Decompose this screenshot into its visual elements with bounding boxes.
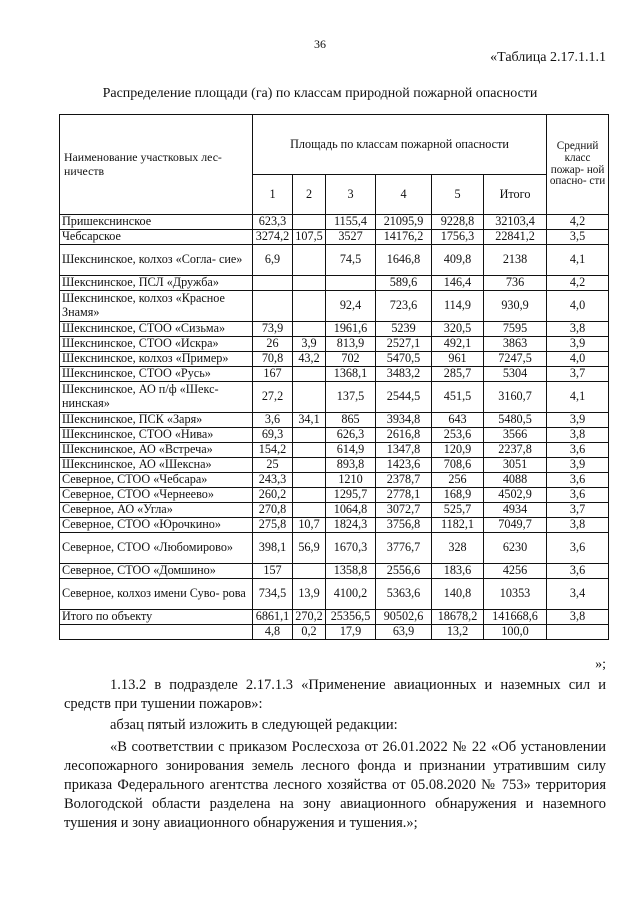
total-row-cell-c4: 90502,6 — [376, 610, 432, 625]
table-row — [60, 322, 609, 337]
value-cell-c1: 623,3 — [253, 215, 293, 230]
value-cell-avg: 4,2 — [547, 276, 609, 291]
forestry-name-cell: Северное, СТОО «Любомирово» — [60, 533, 253, 564]
percent-row-cell-avg — [547, 625, 609, 640]
header-class-5: 5 — [432, 175, 484, 215]
table-row — [60, 382, 609, 413]
percent-row-cell-c3: 17,9 — [326, 625, 376, 640]
value-cell-c3: 702 — [326, 352, 376, 367]
value-cell-c3: 137,5 — [326, 382, 376, 413]
value-cell-c5: 708,6 — [432, 458, 484, 473]
table-row — [60, 564, 609, 579]
value-cell-avg: 3,9 — [547, 337, 609, 352]
value-cell-c5: 256 — [432, 473, 484, 488]
value-cell-total: 5480,5 — [484, 413, 547, 428]
value-cell-c2 — [293, 443, 326, 458]
header-class-4: 4 — [376, 175, 432, 215]
value-cell-c5: 140,8 — [432, 579, 484, 610]
value-cell-avg: 3,6 — [547, 443, 609, 458]
table-row — [60, 458, 609, 473]
total-row-cell-avg: 3,8 — [547, 610, 609, 625]
value-cell-avg: 4,0 — [547, 352, 609, 367]
value-cell-c1: 70,8 — [253, 352, 293, 367]
percent-row — [60, 625, 609, 640]
forestry-name-cell: Шекснинское, ПСК «Заря» — [60, 413, 253, 428]
forestry-name-cell: Шекснинское, колхоз «Согла- сие» — [60, 245, 253, 276]
value-cell-total: 4088 — [484, 473, 547, 488]
value-cell-c5: 961 — [432, 352, 484, 367]
value-cell-c3: 1824,3 — [326, 518, 376, 533]
value-cell-total: 7049,7 — [484, 518, 547, 533]
value-cell-c5: 285,7 — [432, 367, 484, 382]
value-cell-avg: 3,6 — [547, 488, 609, 503]
value-cell-c5: 9228,8 — [432, 215, 484, 230]
value-cell-avg: 3,8 — [547, 518, 609, 533]
value-cell-total: 3051 — [484, 458, 547, 473]
value-cell-c2 — [293, 503, 326, 518]
value-cell-c4: 5470,5 — [376, 352, 432, 367]
table-row — [60, 215, 609, 230]
value-cell-c2 — [293, 322, 326, 337]
value-cell-c2: 3,9 — [293, 337, 326, 352]
table-body — [60, 215, 609, 640]
value-cell-c4: 2527,1 — [376, 337, 432, 352]
value-cell-c4: 2616,8 — [376, 428, 432, 443]
table-row — [60, 276, 609, 291]
value-cell-avg: 3,7 — [547, 367, 609, 382]
value-cell-avg: 4,1 — [547, 245, 609, 276]
forestry-name-cell: Шекснинское, колхоз «Пример» — [60, 352, 253, 367]
value-cell-c3: 1358,8 — [326, 564, 376, 579]
value-cell-avg: 3,8 — [547, 322, 609, 337]
paragraph-subsection: 1.13.2 в подразделе 2.17.1.3 «Применение авиационных и наземных сил и средств при тушении пожаров»: — [64, 677, 606, 712]
value-cell-avg: 3,6 — [547, 564, 609, 579]
value-cell-total: 7247,5 — [484, 352, 547, 367]
value-cell-c2: 13,9 — [293, 579, 326, 610]
table-row — [60, 337, 609, 352]
value-cell-c5: 451,5 — [432, 382, 484, 413]
forestry-name-cell: Северное, СТОО «Домшино» — [60, 564, 253, 579]
total-row-cell-c2: 270,2 — [293, 610, 326, 625]
forestry-name-cell: Северное, АО «Угла» — [60, 503, 253, 518]
value-cell-c1: 25 — [253, 458, 293, 473]
value-cell-avg: 3,9 — [547, 413, 609, 428]
value-cell-total: 3566 — [484, 428, 547, 443]
value-cell-c5: 320,5 — [432, 322, 484, 337]
value-cell-total: 4256 — [484, 564, 547, 579]
value-cell-total: 4934 — [484, 503, 547, 518]
value-cell-total: 5304 — [484, 367, 547, 382]
table-row — [60, 473, 609, 488]
value-cell-avg: 3,8 — [547, 428, 609, 443]
value-cell-c2 — [293, 382, 326, 413]
value-cell-total: 3160,7 — [484, 382, 547, 413]
value-cell-c1: 69,3 — [253, 428, 293, 443]
value-cell-c1: 26 — [253, 337, 293, 352]
forestry-name-cell: Северное, СТОО «Чебсара» — [60, 473, 253, 488]
header-class-3: 3 — [326, 175, 376, 215]
forestry-name-cell: Шекснинское, СТОО «Сизьма» — [60, 322, 253, 337]
value-cell-c2 — [293, 367, 326, 382]
value-cell-c2 — [293, 291, 326, 322]
value-cell-total: 22841,2 — [484, 230, 547, 245]
value-cell-c3: 813,9 — [326, 337, 376, 352]
forestry-name-cell: Шекснинское, СТОО «Искра» — [60, 337, 253, 352]
value-cell-c4: 589,6 — [376, 276, 432, 291]
value-cell-c2 — [293, 245, 326, 276]
value-cell-c1: 154,2 — [253, 443, 293, 458]
value-cell-c1: 270,8 — [253, 503, 293, 518]
value-cell-c5: 643 — [432, 413, 484, 428]
value-cell-c4: 2556,6 — [376, 564, 432, 579]
header-average-class: Средний класс пожар- ной опасно- сти — [547, 115, 609, 215]
value-cell-avg: 3,4 — [547, 579, 609, 610]
percent-row-cell-c1: 4,8 — [253, 625, 293, 640]
value-cell-avg: 4,2 — [547, 215, 609, 230]
value-cell-c2 — [293, 428, 326, 443]
value-cell-c3: 1961,6 — [326, 322, 376, 337]
value-cell-total: 10353 — [484, 579, 547, 610]
value-cell-c2: 107,5 — [293, 230, 326, 245]
header-class-2: 2 — [293, 175, 326, 215]
table-row — [60, 291, 609, 322]
value-cell-c4: 2544,5 — [376, 382, 432, 413]
value-cell-c1: 73,9 — [253, 322, 293, 337]
forestry-name-cell: Шекснинское, ПСЛ «Дружба» — [60, 276, 253, 291]
value-cell-c5: 146,4 — [432, 276, 484, 291]
total-row-cell-c5: 18678,2 — [432, 610, 484, 625]
forestry-name-cell: Северное, СТОО «Юрочкино» — [60, 518, 253, 533]
total-row-cell-total: 141668,6 — [484, 610, 547, 625]
value-cell-c1: 6,9 — [253, 245, 293, 276]
header-area-group: Площадь по классам пожарной опасности — [253, 115, 547, 175]
value-cell-total: 930,9 — [484, 291, 547, 322]
table-row — [60, 518, 609, 533]
value-cell-c2 — [293, 488, 326, 503]
header-class-1: 1 — [253, 175, 293, 215]
total-row-label: Итого по объекту — [60, 610, 253, 625]
forestry-name-cell: Северное, колхоз имени Суво- рова — [60, 579, 253, 610]
forestry-name-cell: Пришекснинское — [60, 215, 253, 230]
forestry-name-cell: Шекснинское, АО «Встреча» — [60, 443, 253, 458]
value-cell-c5: 168,9 — [432, 488, 484, 503]
forestry-name-cell: Шекснинское, колхоз «Красное Знамя» — [60, 291, 253, 322]
percent-row-cell-c5: 13,2 — [432, 625, 484, 640]
value-cell-c4: 3756,8 — [376, 518, 432, 533]
value-cell-c5: 525,7 — [432, 503, 484, 518]
total-row-cell-c1: 6861,1 — [253, 610, 293, 625]
percent-row-cell-c4: 63,9 — [376, 625, 432, 640]
table-row — [60, 533, 609, 564]
value-cell-c1: 157 — [253, 564, 293, 579]
value-cell-c1: 243,3 — [253, 473, 293, 488]
table-row — [60, 488, 609, 503]
value-cell-c3: 1155,4 — [326, 215, 376, 230]
value-cell-c4: 723,6 — [376, 291, 432, 322]
percent-row-cell-c2: 0,2 — [293, 625, 326, 640]
forestry-name-cell: Шекснинское, АО п/ф «Шекс- нинская» — [60, 382, 253, 413]
value-cell-c4: 21095,9 — [376, 215, 432, 230]
value-cell-avg: 3,9 — [547, 458, 609, 473]
table-row — [60, 413, 609, 428]
value-cell-c2: 34,1 — [293, 413, 326, 428]
value-cell-c4: 3483,2 — [376, 367, 432, 382]
paragraph-new-text: «В соответствии с приказом Рослесхоза от 26.01.2022 № 22 «Об установлении лесопожарного зонирования земель лесного фонда и признании утратившим силу приказа Федерального агентства лесного хозяйства от 05.08.2020 № 753» территория Вологодской области разделена на зону авиационного обнаружения и наземного тушения и зону авиационного обнаружения и тушения.»; — [64, 739, 606, 831]
table-row — [60, 579, 609, 610]
value-cell-c3: 865 — [326, 413, 376, 428]
value-cell-c4: 5239 — [376, 322, 432, 337]
value-cell-c1: 27,2 — [253, 382, 293, 413]
value-cell-c3: 1670,3 — [326, 533, 376, 564]
table-row — [60, 428, 609, 443]
value-cell-c4: 5363,6 — [376, 579, 432, 610]
table-row — [60, 352, 609, 367]
value-cell-c4: 14176,2 — [376, 230, 432, 245]
value-cell-c3: 4100,2 — [326, 579, 376, 610]
page-number: 36 — [314, 37, 326, 51]
table-row — [60, 230, 609, 245]
table-title: Распределение площади (га) по классам природной пожарной опасности — [102, 86, 538, 101]
value-cell-c1 — [253, 276, 293, 291]
header-total: Итого — [484, 175, 547, 215]
value-cell-c2 — [293, 458, 326, 473]
value-cell-c2: 56,9 — [293, 533, 326, 564]
value-cell-c4: 2778,1 — [376, 488, 432, 503]
total-row — [60, 610, 609, 625]
forestry-name-cell: Чебсарское — [60, 230, 253, 245]
value-cell-total: 736 — [484, 276, 547, 291]
value-cell-c1: 734,5 — [253, 579, 293, 610]
value-cell-c4: 2378,7 — [376, 473, 432, 488]
value-cell-c4: 3934,8 — [376, 413, 432, 428]
forestry-name-cell: Шекснинское, СТОО «Русь» — [60, 367, 253, 382]
value-cell-c4: 1423,6 — [376, 458, 432, 473]
value-cell-c2 — [293, 215, 326, 230]
value-cell-c5: 409,8 — [432, 245, 484, 276]
value-cell-c5: 253,6 — [432, 428, 484, 443]
value-cell-c3: 74,5 — [326, 245, 376, 276]
value-cell-c2: 10,7 — [293, 518, 326, 533]
value-cell-c5: 1182,1 — [432, 518, 484, 533]
value-cell-avg: 4,1 — [547, 382, 609, 413]
value-cell-avg: 3,7 — [547, 503, 609, 518]
value-cell-total: 4502,9 — [484, 488, 547, 503]
value-cell-c3: 626,3 — [326, 428, 376, 443]
fire-hazard-table — [59, 114, 609, 640]
value-cell-c3: 1210 — [326, 473, 376, 488]
value-cell-c3: 1368,1 — [326, 367, 376, 382]
forestry-name-cell: Шекснинское, АО «Шексна» — [60, 458, 253, 473]
table-reference: «Таблица 2.17.1.1.1 — [490, 50, 606, 65]
closing-quote: »; — [595, 657, 606, 672]
value-cell-c5: 114,9 — [432, 291, 484, 322]
value-cell-c3 — [326, 276, 376, 291]
value-cell-c2 — [293, 564, 326, 579]
value-cell-c4: 3776,7 — [376, 533, 432, 564]
value-cell-c2 — [293, 276, 326, 291]
value-cell-c2: 43,2 — [293, 352, 326, 367]
value-cell-c3: 92,4 — [326, 291, 376, 322]
forestry-name-cell: Северное, СТОО «Чернеево» — [60, 488, 253, 503]
value-cell-c3: 893,8 — [326, 458, 376, 473]
total-row-cell-c3: 25356,5 — [326, 610, 376, 625]
value-cell-avg: 3,5 — [547, 230, 609, 245]
forestry-name-cell: Шекснинское, СТОО «Нива» — [60, 428, 253, 443]
value-cell-total: 6230 — [484, 533, 547, 564]
value-cell-c5: 183,6 — [432, 564, 484, 579]
value-cell-avg: 3,6 — [547, 473, 609, 488]
value-cell-c1: 275,8 — [253, 518, 293, 533]
value-cell-c3: 3527 — [326, 230, 376, 245]
header-name: Наименование участковых лес- ничеств — [60, 115, 253, 215]
value-cell-c3: 1064,8 — [326, 503, 376, 518]
value-cell-c3: 1295,7 — [326, 488, 376, 503]
value-cell-c4: 3072,7 — [376, 503, 432, 518]
percent-row-cell-total: 100,0 — [484, 625, 547, 640]
value-cell-total: 2237,8 — [484, 443, 547, 458]
value-cell-c4: 1646,8 — [376, 245, 432, 276]
percent-row-label — [60, 625, 253, 640]
value-cell-c1: 3274,2 — [253, 230, 293, 245]
value-cell-c5: 120,9 — [432, 443, 484, 458]
value-cell-c1: 167 — [253, 367, 293, 382]
value-cell-c5: 328 — [432, 533, 484, 564]
value-cell-total: 32103,4 — [484, 215, 547, 230]
value-cell-c1: 3,6 — [253, 413, 293, 428]
value-cell-c1: 260,2 — [253, 488, 293, 503]
value-cell-c5: 1756,3 — [432, 230, 484, 245]
table-row — [60, 367, 609, 382]
value-cell-c5: 492,1 — [432, 337, 484, 352]
table-row — [60, 245, 609, 276]
value-cell-total: 7595 — [484, 322, 547, 337]
value-cell-c1 — [253, 291, 293, 322]
value-cell-total: 3863 — [484, 337, 547, 352]
value-cell-avg: 3,6 — [547, 533, 609, 564]
table-row — [60, 503, 609, 518]
paragraph-instruction: абзац пятый изложить в следующей редакции: — [110, 717, 398, 733]
value-cell-avg: 4,0 — [547, 291, 609, 322]
value-cell-c3: 614,9 — [326, 443, 376, 458]
table-row — [60, 443, 609, 458]
value-cell-c2 — [293, 473, 326, 488]
value-cell-c4: 1347,8 — [376, 443, 432, 458]
value-cell-total: 2138 — [484, 245, 547, 276]
value-cell-c1: 398,1 — [253, 533, 293, 564]
